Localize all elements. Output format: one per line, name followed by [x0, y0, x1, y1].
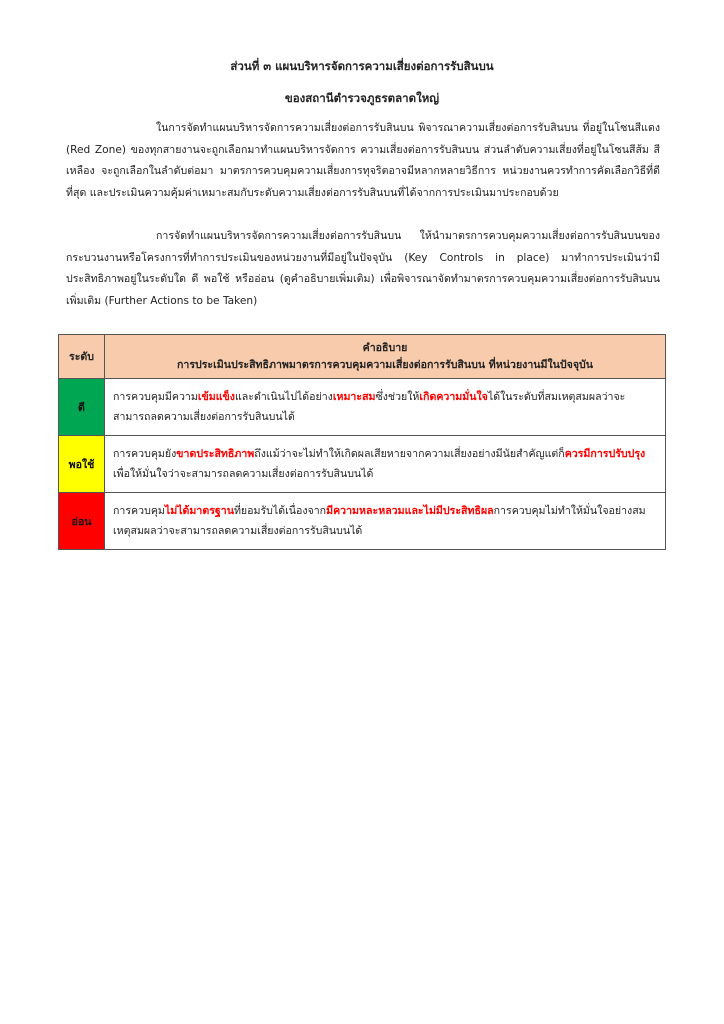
level-fair-description [105, 436, 666, 493]
intro-paragraph-2-text: การจัดทำแผนบริหารจัดการความเสี่ยงต่อการรับสินบน ให้นำมาตรการควบคุมความเสี่ยงต่อการรับสินบนของกระบวนงานหรือโครงการที่ทำการประเมินของหน่วยงานที่มีอยู่ในปัจจุบัน (Key Controls in place) มาทำการประเมินว่ามีประสิทธิภาพอยู่ในระดับใด ดี พอใช้ หรืออ่อน (ดูคำอธิบายเพิ่มเติม) เพื่อพิจารณาจัดทำมาตรการควบคุมความเสี่ยงต่อการรับสินบนเพิ่มเติม (Further Actions to be Taken) [66, 230, 660, 307]
desc-highlight: เหมาะสม [332, 391, 376, 403]
intro-paragraph-2 [66, 226, 660, 312]
level-weak-cell: อ่อน [59, 493, 105, 550]
desc-highlight: เกิดความมั่นใจ [419, 391, 488, 403]
table-row-weak [59, 493, 666, 550]
header-description [105, 335, 666, 379]
desc-text: การควบคุม [113, 505, 165, 517]
desc-text: เพื่อให้มั่นใจว่าจะสามารถลดความเสี่ยงต่อการรับสินบนได้ [113, 468, 374, 480]
control-effectiveness-table [58, 334, 666, 550]
desc-text: การควบคุมไม่ทำให้มั่นใจอย่างสมเหตุสมผลว่าจะสามารถลดความเสี่ยงต่อการรับสินบนได้ [113, 505, 646, 537]
desc-highlight: เข้มแข็ง [197, 391, 235, 403]
desc-highlight: มีความหละหลวมและไม่มีประสิทธิผล [326, 505, 494, 517]
intro-paragraph-1 [66, 118, 660, 204]
header-level: ระดับ [59, 335, 105, 379]
desc-text: การควบคุมมีความ [113, 391, 198, 403]
desc-text: ถึงแม้ว่าจะไม่ทำให้เกิดผลเสียหายจากความเสี่ยงอย่างมีนัยสำคัญแต่ก็ [254, 448, 565, 460]
desc-text: และดำเนินไปได้อย่าง [234, 391, 333, 403]
desc-text: ซึ่งช่วยให้ [375, 391, 420, 403]
level-good-description [105, 379, 666, 436]
table-row-fair [59, 436, 666, 493]
desc-highlight: ไม่ได้มาตรฐาน [164, 505, 234, 517]
level-fair-cell: พอใช้ [59, 436, 105, 493]
table-header-row [59, 335, 666, 379]
table-row-good [59, 379, 666, 436]
section-title: ส่วนที่ ๓ แผนบริหารจัดการความเสี่ยงต่อการรับสินบน [230, 59, 494, 73]
section-subtitle: ของสถานีตำรวจภูธรตลาดใหญ่ [284, 91, 440, 105]
header-description-line1: คำอธิบาย [362, 341, 408, 354]
desc-highlight: ควรมีการปรับปรุง [564, 448, 646, 460]
intro-paragraph-1-text: ในการจัดทำแผนบริหารจัดการความเสี่ยงต่อการรับสินบน พิจารณาความเสี่ยงต่อการรับสินบน ที่อยู่ในโซนสีแดง (Red Zone) ของทุกสายงานจะถูกเลือกมาทำแผนบริหารจัดการ ความเสี่ยงต่อการรับสินบน ส่วนลำดับความเสี่ยงที่อยู่ในโซนสีส้ม สีเหลือง จะถูกเลือกในลำดับต่อมา มาตรการควบคุมความเสี่ยงการทุจริตอาจมีหลากหลายวิธีการ หน่วยงานควรทำการคัดเลือกวิธีที่ดีที่สุด และประเมินความคุ้มค่าเหมาะสมกับระดับความเสี่ยงต่อการรับสินบนที่ได้จากการประเมินมาประกอบด้วย [66, 122, 660, 199]
desc-text: ที่ยอมรับได้เนื่องจาก [233, 505, 327, 517]
header-description-line2: การประเมินประสิทธิภาพมาตรการควบคุมความเสี่ยงต่อการรับสินบน ที่หน่วยงานมีในปัจจุบัน [176, 358, 594, 371]
level-good-cell: ดี [59, 379, 105, 436]
desc-text: ได้ในระดับที่สมเหตุสมผลว่าจะสามารถลดความเสี่ยงต่อการรับสินบนได้ [113, 391, 626, 423]
level-weak-description [105, 493, 666, 550]
desc-text: การควบคุมยัง [113, 448, 177, 460]
desc-highlight: ขาดประสิทธิภาพ [176, 448, 255, 460]
